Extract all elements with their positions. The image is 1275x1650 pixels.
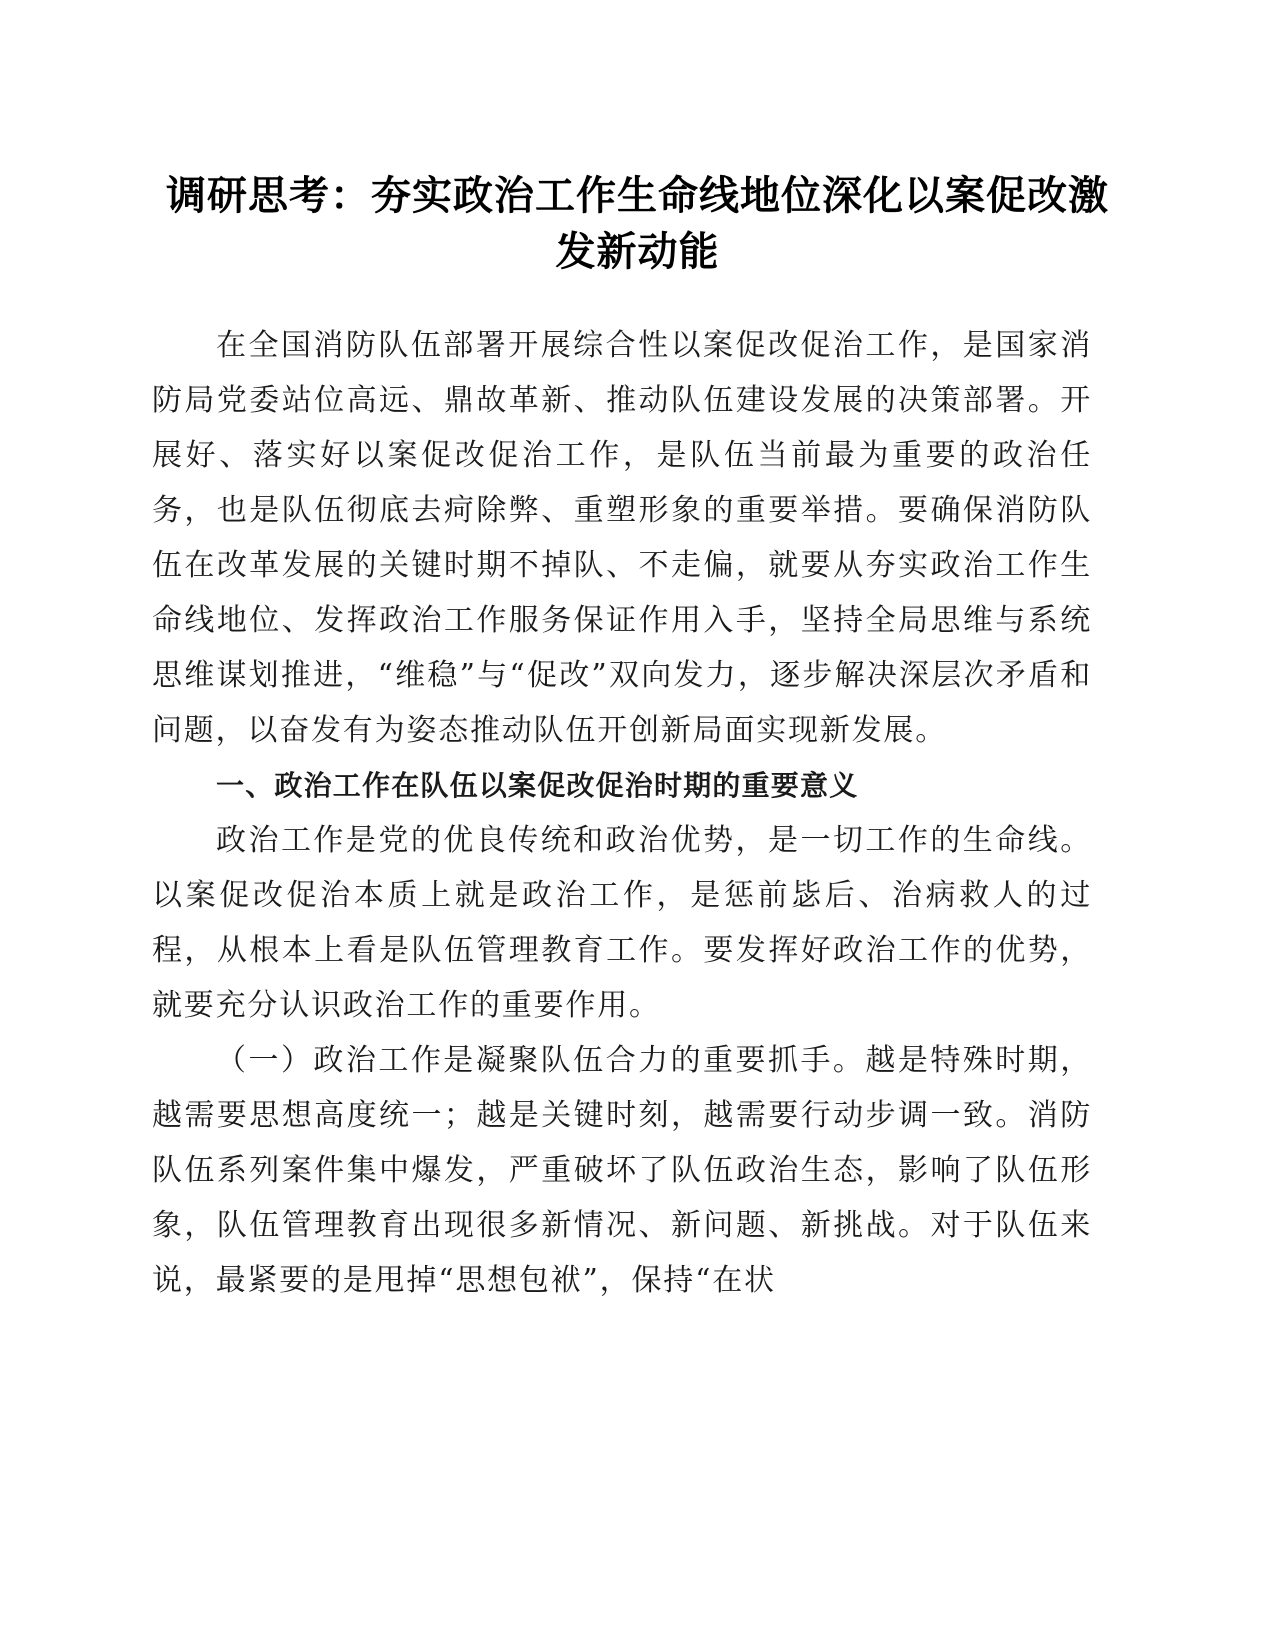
intro-paragraph: 在全国消防队伍部署开展综合性以案促改促治工作，是国家消防局党委站位高远、鼎故革新、推动队伍建设发展的决策部署。开展好、落实好以案促改促治工作，是队伍当前最为重要的政治任务，也是队伍彻底去疴除弊、重塑形象的重要举措。要确保消防队伍在改革发展的关键时期不掉队、不走偏，就要从夯实政治工作生命线地位、发挥政治工作服务保证作用入手，坚持全局思维与系统思维谋划推进，“维稳”与“促改”双向发力，逐步解决深层次矛盾和问题，以奋发有为姿态推动队伍开创新局面实现新发展。 xyxy=(152,328,1092,748)
subsection-1-paragraph: （一）政治工作是凝聚队伍合力的重要抓手。越是特殊时期，越需要思想高度统一；越是关键时刻，越需要行动步调一致。消防队伍系列案件集中爆发，严重破坏了队伍政治生态，影响了队伍形象，队伍管理教育出现很多新情况、新问题、新挑战。对于队伍来说，最紧要的是甩掉“思想包袱”，保持“在状 xyxy=(152,1043,1092,1298)
document-title: 调研思考：夯实政治工作生命线地位深化以案促改激发新动能 xyxy=(166,173,1109,275)
section-heading-1: 一、政治工作在队伍以案促改促治时期的重要意义 xyxy=(216,769,859,802)
document-body xyxy=(152,318,1092,1308)
section-1-paragraph: 政治工作是党的优良传统和政治优势，是一切工作的生命线。以案促改促治本质上就是政治工作，是惩前毖后、治病救人的过程，从根本上看是队伍管理教育工作。要发挥好政治工作的优势，就要充分认识政治工作的重要作用。 xyxy=(152,823,1092,1023)
